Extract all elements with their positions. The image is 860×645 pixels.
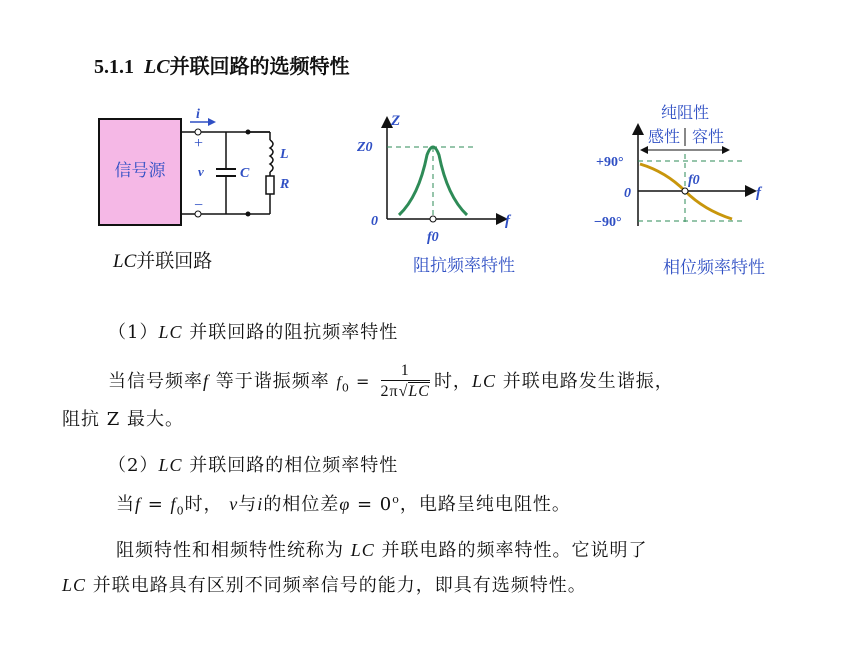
paragraph-summary-line2: LC 并联电路具有区别不同频率信号的能力，即具有选频特性。 xyxy=(62,575,587,596)
phase-x-label: f xyxy=(756,185,761,201)
impedance-y-label: Z xyxy=(391,113,401,129)
phase-caption: 相位频率特性 xyxy=(663,258,765,278)
phase-capacitive-label: 容性 xyxy=(691,127,725,146)
heading-impedance: （1）LC 并联回路的阻抗频率特性 xyxy=(108,322,399,343)
resistor-label: R xyxy=(280,177,290,192)
phase-inductive-label: 感性 xyxy=(647,127,681,146)
signal-source-label: 信号源 xyxy=(114,161,166,181)
impedance-x-label: f xyxy=(505,213,510,229)
paragraph-summary: 阻频特性和相频特性统称为 LC 并联电路的频率特性。它说明了 xyxy=(116,540,648,561)
current-label: i xyxy=(196,107,200,122)
circuit-caption: LC并联回路 xyxy=(113,250,213,272)
impedance-peak-label: Z0 xyxy=(357,140,373,155)
impedance-caption: 阻抗频率特性 xyxy=(413,256,515,276)
inductor-coil xyxy=(270,140,273,172)
resistor-symbol xyxy=(266,176,274,194)
capacitor-label: C xyxy=(240,166,250,181)
impedance-center-label: f0 xyxy=(427,230,439,245)
section-title xyxy=(94,50,350,79)
resonance-fraction: $\frac{1}{2\pi√LC}$ xyxy=(380,362,430,401)
paragraph-resonance-line2: 阻抗 Z 最大。 xyxy=(62,409,184,430)
phase-minus90-label: −90° xyxy=(594,215,622,230)
paragraph-phase: 当$f = f_0$时， v与i的相位差$\varphi = 0^o$，电路呈纯电阻性。 xyxy=(116,493,571,518)
paragraph-resonance: 当信号频率f 等于谐振频率 $f_0$ = $\frac{1}{2\pi√LC}$ 时，LC 并联电路发生谐振， xyxy=(108,362,674,401)
heading-phase: （2）LC 并联回路的相位频率特性 xyxy=(108,455,399,476)
section-title-italic: LC xyxy=(144,56,170,78)
phase-zero-label: 0 xyxy=(624,186,631,201)
lc-circuit-diagram xyxy=(90,100,300,240)
minus-sign: − xyxy=(194,197,204,214)
section-title-rest: 并联回路的选频特性 xyxy=(169,56,350,78)
impedance-frequency-plot xyxy=(355,105,525,250)
phase-plus90-label: +90° xyxy=(596,155,624,170)
inductor-label: L xyxy=(280,147,289,162)
impedance-origin-label: 0 xyxy=(371,214,378,229)
phase-center-label: f0 xyxy=(688,173,700,188)
phase-frequency-plot xyxy=(592,98,782,238)
voltage-label: v xyxy=(198,164,204,179)
section-number: 5.1.1 xyxy=(94,56,134,78)
phase-pure-resistive-label: 纯阻性 xyxy=(660,103,710,122)
plus-sign: + xyxy=(194,135,204,152)
